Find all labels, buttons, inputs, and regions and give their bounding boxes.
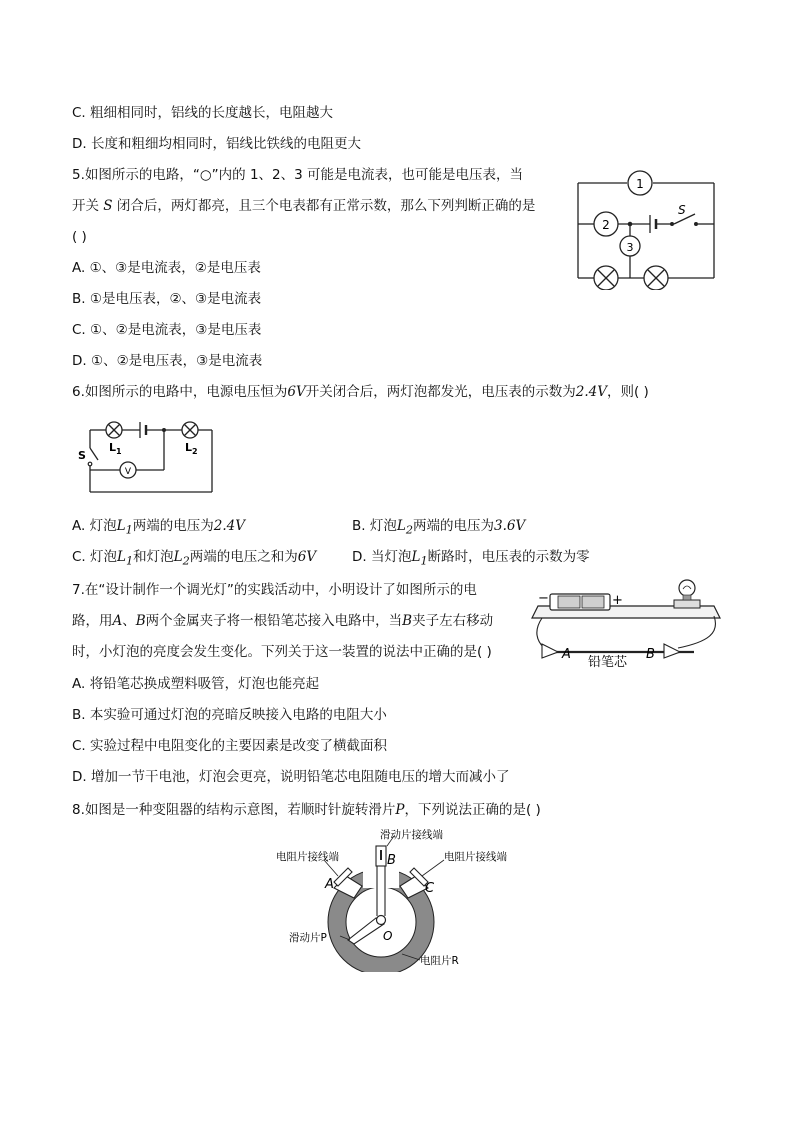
q5-stem-line2: 开关 S 闭合后，两灯都亮，且三个电表都有正常示数，那么下列判断正确的是 <box>72 198 536 214</box>
q6-stem: 6.如图所示的电路中，电源电压恒为6V开关闭合后，两灯泡都发光，电压表的示数为2.4V，则( ) <box>72 384 649 400</box>
q5-stem-line3: ( ) <box>72 229 87 245</box>
svg-text:电阻片接线端: 电阻片接线端 <box>444 851 507 863</box>
svg-text:V: V <box>124 467 132 477</box>
svg-text:S: S <box>678 203 686 217</box>
svg-text:L1: $L_1$ <box>109 441 122 456</box>
q7-clip-b-icon <box>664 644 680 658</box>
svg-text:B: B <box>646 647 655 662</box>
svg-text:滑动片接线端: 滑动片接线端 <box>380 829 443 841</box>
q7-dimmer-figure <box>528 578 724 670</box>
q7-stem-line3: 时，小灯泡的亮度会发生变化。下列关于这一装置的说法中正确的是( ) <box>72 644 492 660</box>
q7-clip-a-icon <box>542 644 558 658</box>
q6-circuit-diagram <box>76 412 220 498</box>
q6-option-d: D. 当灯泡$L_1$断路时，电压表的示数为零 <box>352 549 590 568</box>
q5-stem-line1: 5.如图所示的电路，“○”内的 1、2、3 可能是电流表，也可能是电压表，当 <box>72 167 523 183</box>
q7-option-d: D. 增加一节干电池，灯泡会更亮，说明铅笔芯电阻随电压的增大而减小了 <box>72 769 510 785</box>
q5-circuit-diagram <box>572 168 722 290</box>
svg-text:滑动片P: 滑动片P <box>289 932 327 944</box>
q7-option-a: A. 将铅笔芯换成塑料吸管，灯泡也能亮起 <box>72 676 320 692</box>
q7-option-b: B. 本实验可通过灯泡的亮暗反映接入电路的电阻大小 <box>72 707 387 723</box>
q6-option-a: A. 灯泡$L_1$两端的电压为2.4V <box>72 518 245 537</box>
svg-text:电阻片接线端: 电阻片接线端 <box>276 851 339 863</box>
svg-text:+: + <box>612 593 623 608</box>
q7-bulb-icon <box>679 580 695 596</box>
svg-text:O: O <box>383 929 393 943</box>
svg-text:铅笔芯: 铅笔芯 <box>588 655 628 670</box>
svg-text:B: B <box>387 853 396 868</box>
svg-text:−: − <box>538 591 549 606</box>
q8-stem: 8.如图是一种变阻器的结构示意图，若顺时针旋转滑片P，下列说法正确的是( ) <box>72 802 541 818</box>
svg-text:A: A <box>325 877 334 892</box>
svg-text:电阻片R: 电阻片R <box>420 955 459 967</box>
q6-option-b: B. 灯泡$L_2$两端的电压为3.6V <box>352 518 526 537</box>
q5-option-d: D. ①、②是电压表，③是电流表 <box>72 353 263 369</box>
q4-option-d: D. 长度和粗细均相同时，铝线比铁线的电阻更大 <box>72 136 361 152</box>
svg-text:2: 2 <box>602 218 610 232</box>
svg-text:S: S <box>78 449 86 462</box>
q6-option-c: C. 灯泡$L_1$和灯泡$L_2$两端的电压之和为6V <box>72 549 317 568</box>
q7-stem-line1: 7.在“设计制作一个调光灯”的实践活动中，小明设计了如图所示的电 <box>72 582 477 598</box>
svg-text:3: 3 <box>626 241 634 254</box>
q5-option-b: B. ①是电压表，②、③是电流表 <box>72 291 262 307</box>
q4-option-c: C. 粗细相同时，铝线的长度越长，电阻越大 <box>72 105 334 121</box>
svg-text:C: C <box>425 881 435 896</box>
svg-text:A: A <box>562 647 571 662</box>
svg-text:1: 1 <box>636 177 644 191</box>
q7-stem-line2: 路，用A、B两个金属夹子将一根铅笔芯接入电路中，当B夹子左右移动 <box>72 613 494 629</box>
q5-option-c: C. ①、②是电流表，③是电压表 <box>72 322 262 338</box>
svg-text:L2: $L_2$ <box>185 441 198 456</box>
q7-option-c: C. 实验过程中电阻变化的主要因素是改变了横截面积 <box>72 738 388 754</box>
q5-option-a: A. ①、③是电流表，②是电压表 <box>72 260 261 276</box>
q8-rheostat-figure <box>272 824 532 972</box>
